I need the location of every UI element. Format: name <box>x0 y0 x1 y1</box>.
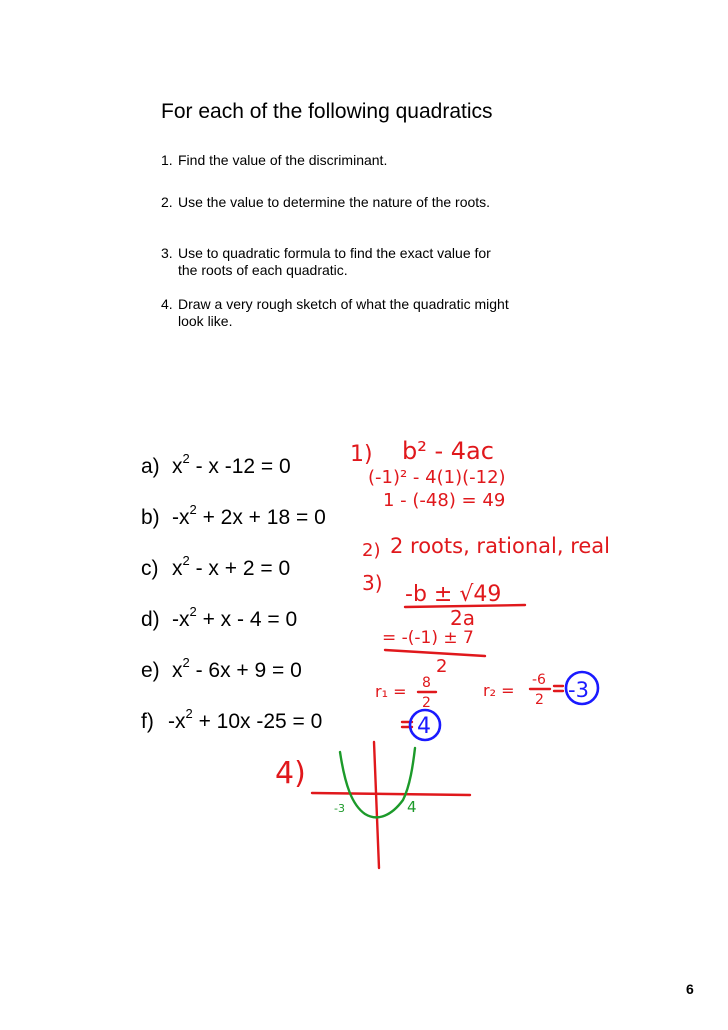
step-text: Use the value to determine the nature of the roots. <box>178 194 491 210</box>
equation-label: d) <box>141 608 160 631</box>
root-2-label: r₂ = <box>483 681 515 700</box>
root-2-fraction-numerator: -6 <box>532 672 546 688</box>
equals-sign <box>554 686 563 691</box>
quadratic-formula-denominator: 2a <box>450 606 475 630</box>
discriminant-formula: b² - 4ac <box>402 437 494 465</box>
quadratic-formula-numerator: -b ± √49 <box>405 582 502 607</box>
equation-exponent: 2 <box>182 553 190 568</box>
equation-exponent: 2 <box>189 604 197 619</box>
step-text: Use to quadratic formula to find the exact value for the roots of each quadratic. <box>178 245 491 278</box>
step-3-marker: 3) <box>362 571 383 595</box>
equation-lead: -x <box>172 506 190 529</box>
equation-label: e) <box>141 659 160 682</box>
equation-label: a) <box>141 455 160 478</box>
y-axis <box>374 742 379 868</box>
equation-rest: + 2x + 18 = 0 <box>196 506 326 529</box>
fraction-bar <box>385 650 485 656</box>
page-title: For each of the following quadratics <box>161 100 493 123</box>
root-1-fraction-numerator: 8 <box>422 675 431 691</box>
equation-exponent: 2 <box>182 451 190 466</box>
page-number: 6 <box>686 981 694 997</box>
equation-rest: - x -12 = 0 <box>189 455 291 478</box>
equation-label: c) <box>141 557 159 580</box>
equation-rest: - x + 2 = 0 <box>189 557 291 580</box>
root-1-fraction-denominator: 2 <box>422 695 431 711</box>
substituted-numerator: = -(-1) ± 7 <box>382 628 474 648</box>
root-1-label: r₁ = <box>375 682 407 701</box>
step-number: 2. <box>161 194 173 210</box>
root-1-value: 4 <box>417 714 431 739</box>
step-text: Find the value of the discriminant. <box>178 152 388 168</box>
step-number: 4. <box>161 296 173 312</box>
equation-lead: x <box>172 557 183 580</box>
equation-rest: + 10x -25 = 0 <box>192 710 323 733</box>
step-2-marker: 2) <box>362 540 381 561</box>
equation-lead: x <box>172 455 183 478</box>
equation-lead: x <box>172 659 183 682</box>
equation-exponent: 2 <box>185 706 193 721</box>
equation-exponent: 2 <box>189 502 197 517</box>
root-2-fraction-denominator: 2 <box>535 692 544 708</box>
discriminant-substitution: (-1)² - 4(1)(-12) <box>368 467 506 488</box>
step-number: 3. <box>161 245 173 261</box>
equation-rest: - 6x + 9 = 0 <box>189 659 302 682</box>
equation-rest: + x - 4 = 0 <box>196 608 298 631</box>
root-2-value: -3 <box>568 678 589 702</box>
step-4-marker: 4) <box>275 756 306 791</box>
equation-label: b) <box>141 506 160 529</box>
x-intercept-right-label: 4 <box>407 798 417 816</box>
step-1-marker: 1) <box>350 442 373 467</box>
discriminant-result: 1 - (-48) = 49 <box>383 490 506 511</box>
equation-exponent: 2 <box>182 655 190 670</box>
equation-lead: -x <box>172 608 190 631</box>
substituted-denominator: 2 <box>436 656 448 677</box>
x-axis <box>312 793 470 795</box>
step-number: 1. <box>161 152 173 168</box>
nature-of-roots: 2 roots, rational, real <box>390 534 611 558</box>
x-intercept-left-label: -3 <box>334 802 345 815</box>
equation-lead: -x <box>168 710 186 733</box>
step-text: Draw a very rough sketch of what the quadratic might look like. <box>178 296 509 329</box>
equation-label: f) <box>141 710 154 733</box>
